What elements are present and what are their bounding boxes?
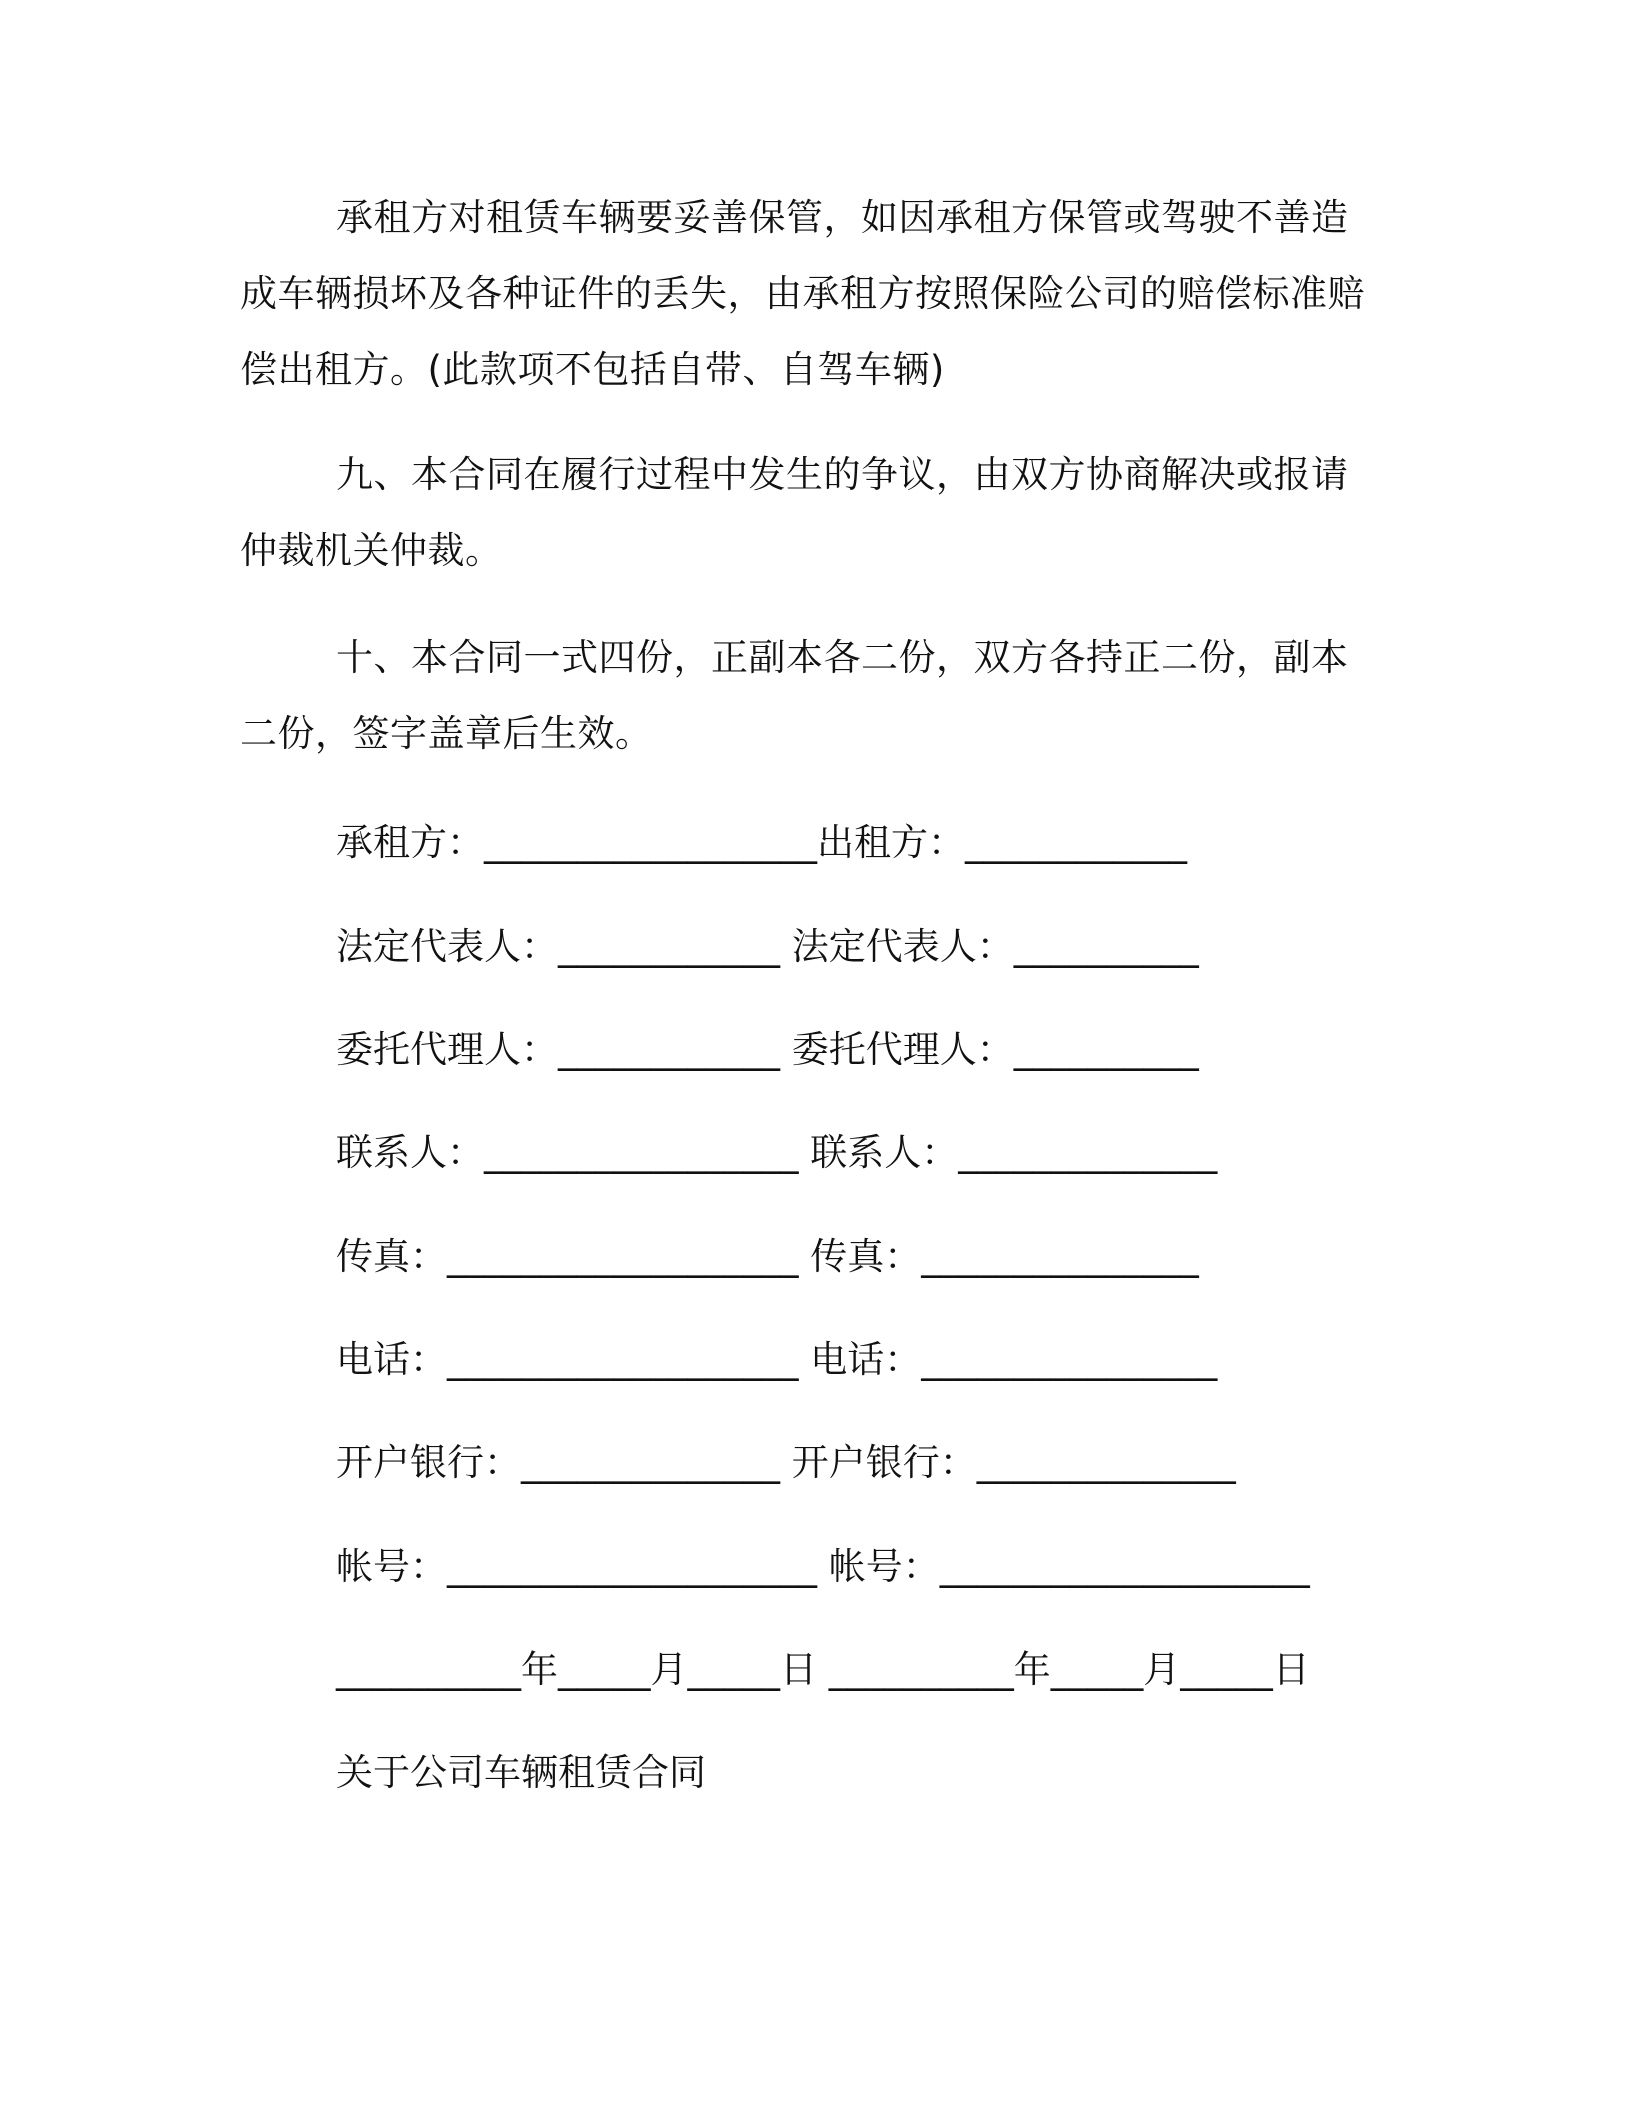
signature-line-authorized-agent: 委托代理人：____________ 委托代理人：__________ bbox=[336, 1028, 1199, 1071]
signature-line-date: __________年_____月_____日 __________年_____月_____日 bbox=[336, 1648, 1310, 1691]
signature-line-bank: 开户银行：______________ 开户银行：______________ bbox=[336, 1441, 1236, 1484]
paragraph-dispute-resolution: 九、本合同在履行过程中发生的争议，由双方协商解决或报请仲裁机关仲裁。 bbox=[240, 453, 1349, 572]
signature-line-fax: 传真：___________________ 传真：_______________ bbox=[336, 1235, 1199, 1278]
document-title: 关于公司车辆租赁合同 bbox=[336, 1751, 706, 1794]
signature-line-contact-person: 联系人：_________________ 联系人：______________ bbox=[336, 1131, 1218, 1174]
paragraph-vehicle-custody: 承租方对租赁车辆要妥善保管，如因承租方保管或驾驶不善造成车辆损坏及各种证件的丢失，由承租方按照保险公司的赔偿标准赔偿出租方。(此款项不包括自带、自驾车辆) bbox=[240, 196, 1365, 391]
paragraph-contract-copies: 十、本合同一式四份，正副本各二份，双方各持正二份，副本二份，签字盖章后生效。 bbox=[240, 636, 1349, 755]
signature-line-legal-representative: 法定代表人：____________ 法定代表人：__________ bbox=[336, 925, 1199, 968]
signature-line-phone: 电话：___________________ 电话：________________ bbox=[336, 1338, 1218, 1381]
signature-line-parties: 承租方：__________________出租方：____________ bbox=[336, 821, 1187, 864]
signature-line-account: 帐号：____________________ 帐号：____________________ bbox=[336, 1545, 1310, 1588]
